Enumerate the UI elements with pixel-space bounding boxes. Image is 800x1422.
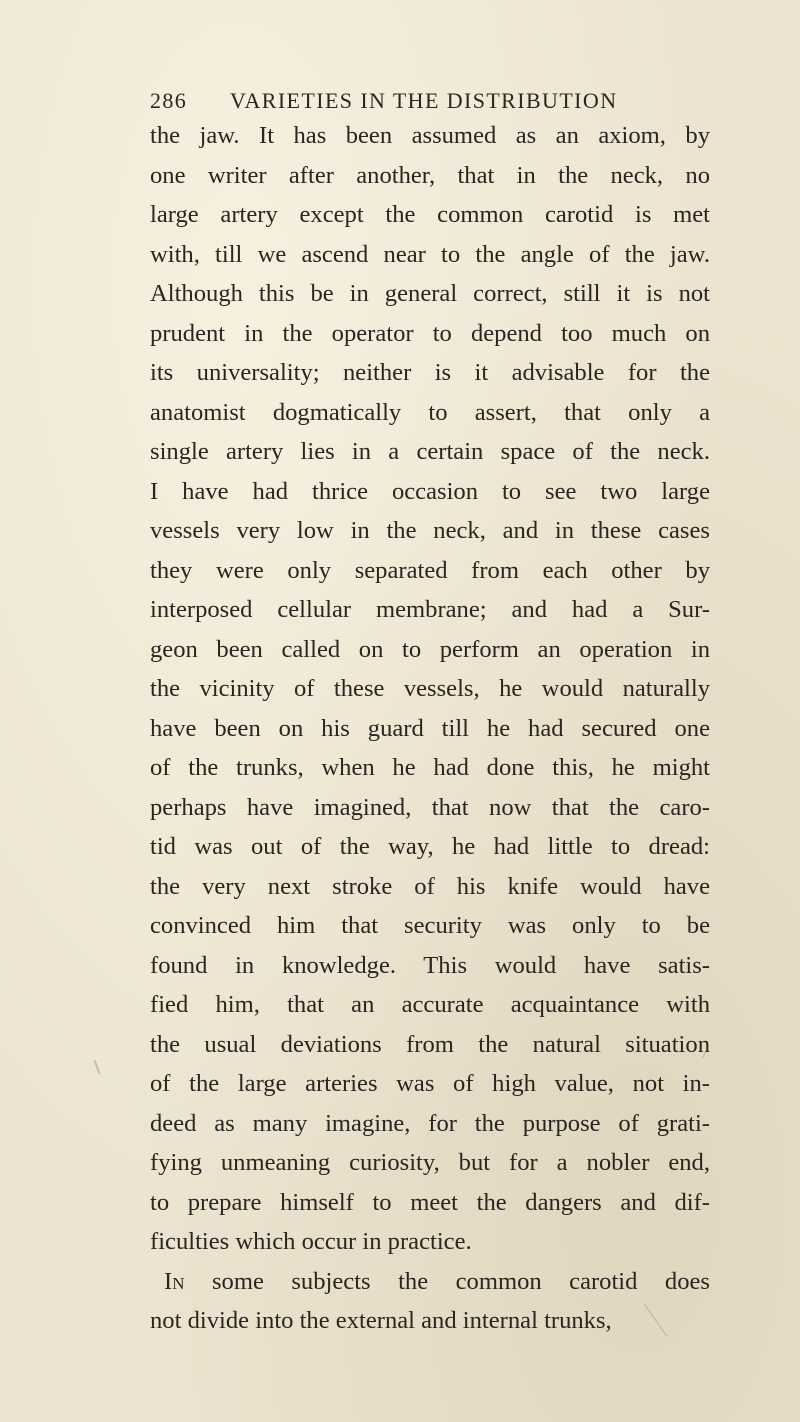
text-line: deed as many imagine, for the purpose of grati-	[150, 1109, 710, 1137]
text-line: interposed cellular membrane; and had a Sur-	[150, 596, 710, 623]
paragraph-start-line	[150, 1262, 710, 1302]
text-line: vessels very low in the neck, and in these cases	[150, 517, 710, 544]
text-line: convinced him that security was only to be	[150, 912, 710, 939]
text-line: ficulties which occur in practice.	[150, 1228, 472, 1255]
text-line: single artery lies in a certain space of the neck.	[150, 438, 710, 465]
text-line: the usual deviations from the natural situation	[150, 1030, 710, 1058]
text-line: to prepare himself to meet the dangers and dif-	[150, 1188, 710, 1216]
running-head: VARIETIES IN THE DISTRIBUTION	[230, 88, 618, 113]
text-line: tid was out of the way, he had little to dread:	[150, 833, 710, 860]
text-line: of the trunks, when he had done this, he might	[150, 754, 710, 781]
paragraph-line-rest: some subjects the common carotid does	[184, 1267, 710, 1295]
text-line: one writer after another, that in the neck, no	[150, 161, 710, 189]
text-line: the jaw. It has been assumed as an axiom, by	[150, 122, 710, 149]
text-line: they were only separated from each other by	[150, 556, 710, 584]
text-line: not divide into the external and internal trunks,	[150, 1307, 612, 1334]
body-text	[150, 116, 710, 1341]
paper-speck	[94, 1060, 101, 1074]
text-line: prudent in the operator to depend too much on	[150, 319, 710, 347]
paragraph-initial: I	[164, 1267, 173, 1295]
paragraph-initial-rest: n	[172, 1267, 185, 1295]
text-line: perhaps have imagined, that now that the caro-	[150, 793, 710, 821]
text-line: of the large arteries was of high value, not in-	[150, 1070, 710, 1097]
text-line: fying unmeaning curiosity, but for a nobler end,	[150, 1149, 710, 1176]
text-line: have been on his guard till he had secured one	[150, 714, 710, 742]
text-line: fied him, that an accurate acquaintance with	[150, 991, 710, 1018]
text-line: anatomist dogmatically to assert, that only a	[150, 398, 710, 426]
text-line: Although this be in general correct, still it is not	[150, 280, 710, 307]
text-line: large artery except the common carotid is met	[150, 201, 710, 228]
text-line: the vicinity of these vessels, he would naturally	[150, 675, 710, 702]
page-number: 286	[150, 88, 188, 113]
text-line: found in knowledge. This would have satis-	[150, 951, 710, 979]
text-line: its universality; neither is it advisable for the	[150, 359, 710, 386]
page-header	[150, 88, 710, 118]
text-line: with, till we ascend near to the angle of the jaw.	[150, 240, 710, 268]
text-line: geon been called on to perform an operation in	[150, 635, 710, 663]
text-line: I have had thrice occasion to see two large	[150, 477, 710, 505]
text-line: the very next stroke of his knife would have	[150, 872, 710, 900]
